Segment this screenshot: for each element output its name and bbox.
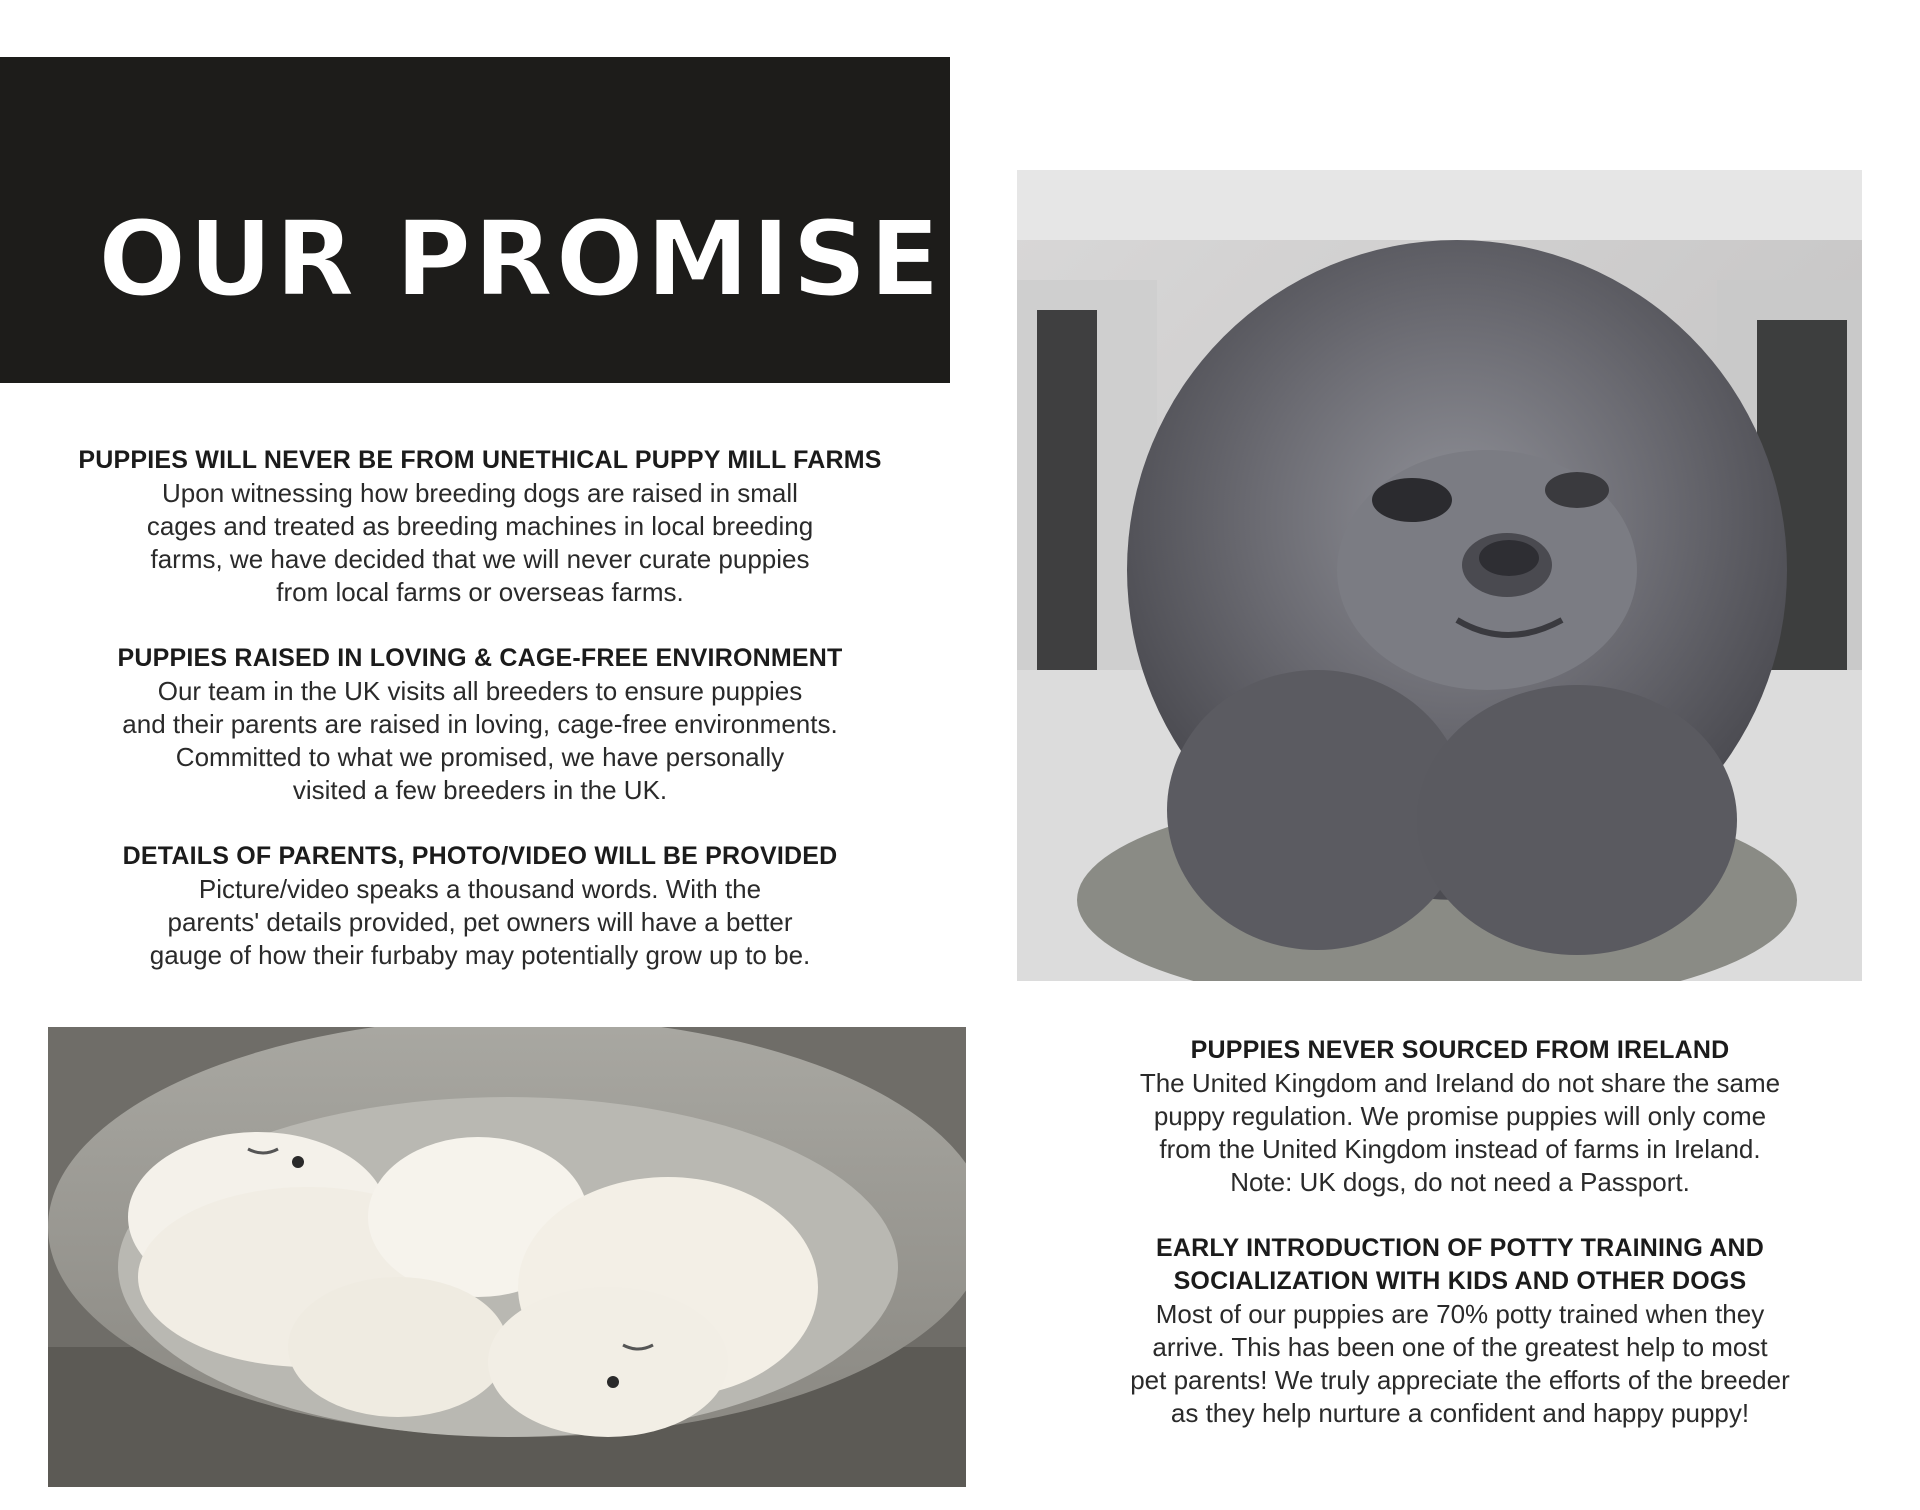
section-heading: PUPPIES NEVER SOURCED FROM IRELAND bbox=[1190, 1036, 1730, 1064]
section-line: farms, we have decided that we will never curate puppies bbox=[150, 544, 810, 574]
section-line: from local farms or overseas farms. bbox=[276, 577, 684, 607]
section-line: and their parents are raised in loving, cage-free environments. bbox=[122, 709, 838, 739]
section-heading: DETAILS OF PARENTS, PHOTO/VIDEO WILL BE PROVIDED bbox=[122, 842, 838, 870]
promise-potty-training bbox=[1060, 1232, 1860, 1430]
section-line: Note: UK dogs, do not need a Passport. bbox=[1230, 1167, 1690, 1197]
section-line: arrive. This has been one of the greatest help to most bbox=[1152, 1332, 1768, 1362]
section-line: Committed to what we promised, we have personally bbox=[175, 742, 785, 772]
section-line: gauge of how their furbaby may potentially grow up to be. bbox=[149, 940, 811, 970]
section-line: pet parents! We truly appreciate the efforts of the breeder bbox=[1130, 1365, 1790, 1395]
section-heading: PUPPIES WILL NEVER BE FROM UNETHICAL PUPPY MILL FARMS bbox=[78, 446, 882, 474]
sleeping-puppies-photo bbox=[48, 1027, 966, 1487]
section-line: Upon witnessing how breeding dogs are raised in small bbox=[162, 478, 798, 508]
promise-ireland bbox=[1060, 1034, 1860, 1199]
section-line: Picture/video speaks a thousand words. With the bbox=[198, 874, 762, 904]
puppies-illustration bbox=[48, 1027, 966, 1487]
section-heading: SOCIALIZATION WITH KIDS AND OTHER DOGS bbox=[1173, 1267, 1747, 1295]
section-heading: EARLY INTRODUCTION OF POTTY TRAINING AND bbox=[1155, 1234, 1765, 1262]
section-heading: PUPPIES RAISED IN LOVING & CAGE-FREE ENVIRONMENT bbox=[117, 644, 843, 672]
section-line: The United Kingdom and Ireland do not share the same bbox=[1139, 1068, 1781, 1098]
section-line: from the United Kingdom instead of farms in Ireland. bbox=[1159, 1134, 1761, 1164]
promise-cage-free bbox=[40, 642, 920, 807]
chow-chow-puppy-photo bbox=[1017, 170, 1862, 981]
chow-chow-illustration bbox=[1017, 170, 1862, 981]
promise-parents-details bbox=[40, 840, 920, 972]
title-banner bbox=[0, 57, 950, 383]
page-title: OUR PROMISE bbox=[98, 198, 942, 320]
section-line: Most of our puppies are 70% potty trained when they bbox=[1155, 1299, 1765, 1329]
promise-mill-farms bbox=[40, 444, 920, 609]
section-line: parents' details provided, pet owners will have a better bbox=[167, 907, 793, 937]
section-line: cages and treated as breeding machines in local breeding bbox=[146, 511, 814, 541]
section-line: puppy regulation. We promise puppies will only come bbox=[1153, 1101, 1767, 1131]
section-line: Our team in the UK visits all breeders to ensure puppies bbox=[157, 676, 803, 706]
section-line: visited a few breeders in the UK. bbox=[292, 775, 668, 805]
section-line: as they help nurture a confident and happy puppy! bbox=[1170, 1398, 1750, 1428]
